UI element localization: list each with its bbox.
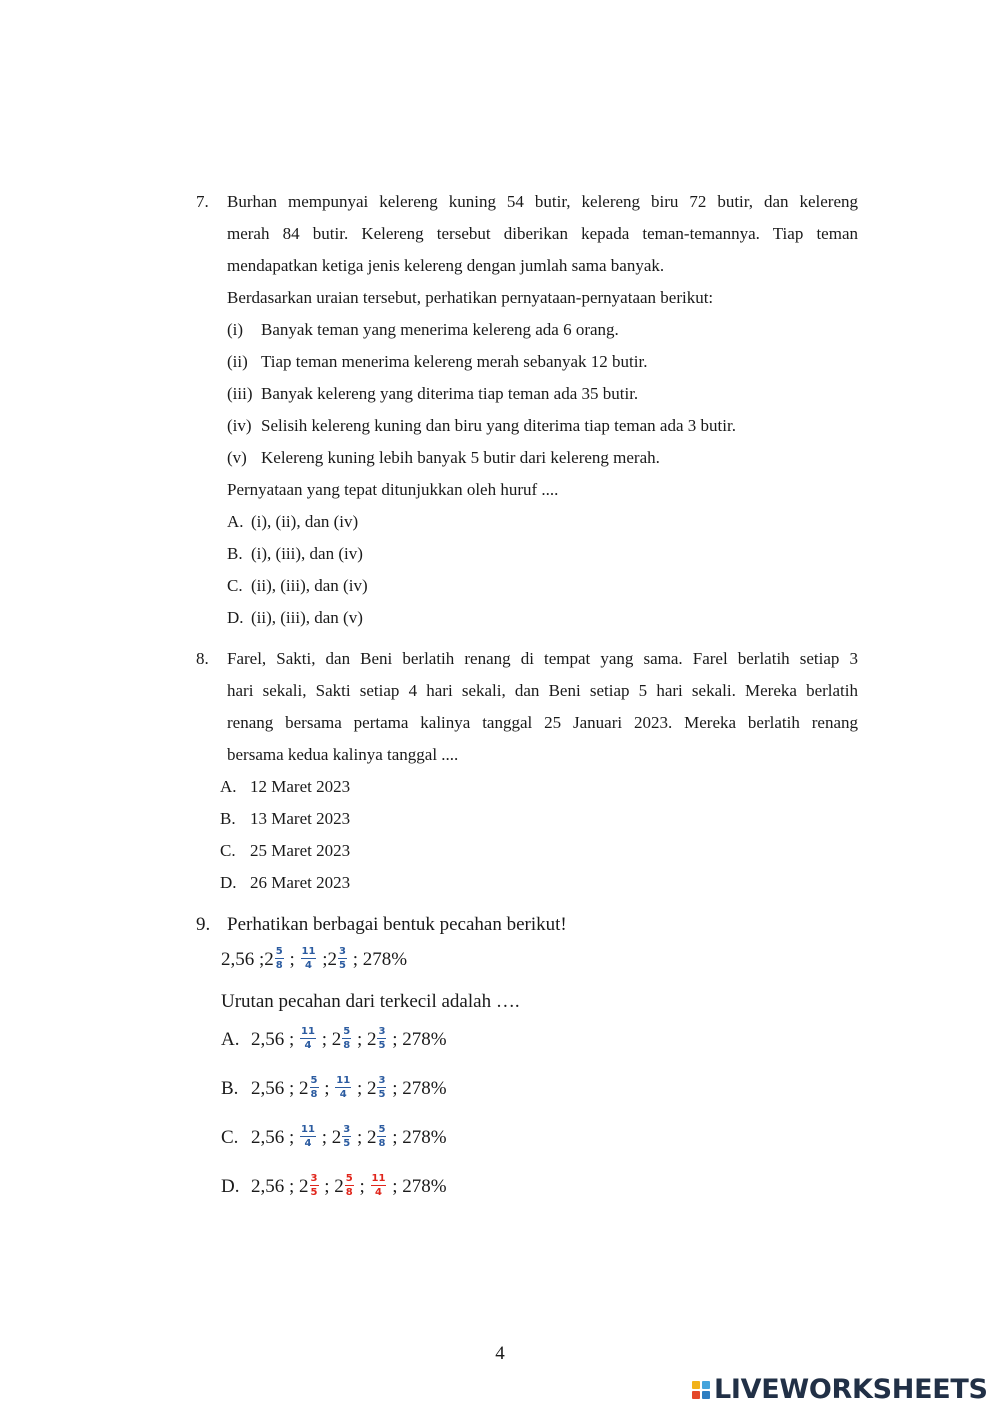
option-label: C. [220, 841, 236, 860]
fraction-bar [377, 1038, 386, 1039]
fraction-denominator: 4 [304, 1040, 312, 1051]
fraction-numerator: 11 [371, 1173, 386, 1184]
separator: ; [359, 1175, 365, 1197]
option-text: (ii), (iii), dan (v) [251, 608, 363, 627]
fraction-bar [310, 1087, 319, 1088]
option-percent: 278% [402, 1175, 447, 1197]
fraction-denominator: 8 [310, 1089, 318, 1100]
fraction [310, 1075, 319, 1100]
fraction-numerator: 3 [338, 946, 346, 957]
separator: ; [392, 1077, 398, 1099]
fraction-numerator: 5 [275, 946, 283, 957]
option-label: B. [227, 544, 243, 563]
option-percent: 278% [402, 1126, 447, 1148]
separator: ; [356, 1028, 363, 1050]
separator: ; [324, 1077, 330, 1099]
fraction [335, 1075, 351, 1100]
answer-option[interactable] [221, 1077, 447, 1102]
answer-option[interactable] [220, 771, 858, 803]
fraction-denominator: 8 [275, 960, 283, 971]
fraction-numerator: 3 [378, 1026, 386, 1037]
fraction-denominator: 4 [305, 960, 312, 971]
statement-item [227, 314, 858, 346]
option-text: (ii), (iii), dan (iv) [251, 576, 368, 595]
mixed-whole: 2 [264, 948, 274, 970]
fraction [275, 946, 284, 971]
question-text-line: mendapatkan ketiga jenis kelereng dengan jumlah sama banyak. [227, 256, 665, 275]
brand-name: LIVEWORKSHEETS [714, 1374, 988, 1405]
given-decimal: 2,56 [221, 948, 255, 970]
fraction-bar [342, 1038, 351, 1039]
fraction [342, 1124, 351, 1149]
statement-item [227, 346, 858, 378]
option-decimal: 2,56 [251, 1126, 285, 1148]
fraction [377, 1026, 386, 1051]
question-text-line: Burhan mempunyai kelereng kuning 54 butir, kelereng biru 72 butir, dan kelereng [227, 192, 858, 211]
statement-item [227, 442, 858, 474]
option-label: C. [227, 576, 243, 595]
fraction-bar [275, 958, 284, 959]
option-text: (i), (ii), dan (iv) [251, 512, 359, 531]
separator: ; [392, 1126, 398, 1148]
mixed-whole: 2 [327, 948, 337, 970]
statement-text: Banyak kelereng yang diterima tiap teman ada 35 butir. [261, 384, 639, 403]
given-fractions [221, 948, 407, 973]
fraction-denominator: 5 [378, 1089, 386, 1100]
separator: ; [392, 1028, 398, 1050]
separator: ; [392, 1175, 398, 1197]
separator: ; [289, 1175, 295, 1197]
fraction-bar [300, 1038, 316, 1039]
separator: ; [322, 948, 328, 970]
option-label: A. [227, 512, 244, 531]
logo-square [692, 1391, 700, 1399]
statement-label: (iii) [227, 384, 253, 403]
option-label: D. [220, 873, 237, 892]
given-percent: 278% [362, 948, 408, 970]
answer-option[interactable] [220, 803, 858, 835]
fraction-numerator: 11 [301, 1026, 315, 1037]
statement-label: (v) [227, 448, 247, 467]
fraction [377, 1075, 386, 1100]
fraction [377, 1124, 386, 1149]
question-text-line: bersama kedua kalinya tanggal .... [227, 745, 459, 764]
option-text: 13 Maret 2023 [250, 809, 351, 828]
separator: ; [321, 1028, 327, 1050]
fraction [371, 1173, 387, 1198]
answer-option[interactable] [221, 1028, 447, 1053]
option-text: 12 Maret 2023 [250, 777, 351, 796]
separator: ; [321, 1126, 327, 1148]
question-number: 7. [196, 192, 209, 211]
statement-intro: Berdasarkan uraian tersebut, perhatikan pernyataan-pernyataan berikut: [227, 288, 714, 307]
option-label: B. [221, 1077, 239, 1099]
separator: ; [356, 1126, 363, 1148]
statement-text: Banyak teman yang menerima kelereng ada 6 orang. [261, 320, 619, 339]
mixed-whole: 2 [366, 1077, 377, 1099]
statement-label: (ii) [227, 352, 248, 371]
question-text-line: hari sekali, Sakti setiap 4 hari sekali, dan Beni setiap 5 hari sekali. Mereka berlatih [227, 681, 858, 700]
fraction [300, 1124, 316, 1149]
fraction-bar [371, 1185, 387, 1186]
fraction-numerator: 5 [310, 1075, 318, 1086]
separator: ; [352, 948, 358, 970]
fraction-bar [345, 1185, 354, 1186]
fraction-bar [300, 1136, 316, 1137]
fraction [338, 946, 347, 971]
statement-label: (i) [227, 320, 244, 339]
question-body [220, 643, 858, 899]
fraction-bar [338, 958, 347, 959]
mixed-whole: 2 [331, 1028, 342, 1050]
question-body [227, 186, 858, 634]
fraction-numerator: 11 [301, 946, 316, 957]
fraction-bar [310, 1185, 319, 1186]
option-label: C. [221, 1126, 239, 1148]
answer-option[interactable] [227, 570, 858, 602]
statement-item [227, 378, 858, 410]
separator: ; [356, 1077, 363, 1099]
question-prompt: Pernyataan yang tepat ditunjukkan oleh huruf .... [227, 480, 559, 499]
fraction-numerator: 3 [310, 1173, 318, 1184]
liveworksheets-logo[interactable] [692, 1374, 988, 1405]
option-text: 25 Maret 2023 [250, 841, 351, 860]
fraction-numerator: 3 [378, 1075, 386, 1086]
question-text-line: Farel, Sakti, dan Beni berlatih renang di tempat yang sama. Farel berlatih setiap 3 [227, 649, 858, 668]
fraction-denominator: 5 [338, 960, 346, 971]
answer-option[interactable] [227, 538, 858, 570]
fraction [342, 1026, 351, 1051]
question-number: 9. [196, 914, 211, 935]
page-number: 4 [495, 1343, 505, 1364]
option-decimal: 2,56 [251, 1077, 285, 1099]
fraction-denominator: 5 [310, 1187, 318, 1198]
fraction [300, 1026, 316, 1051]
option-label: D. [221, 1175, 240, 1197]
statement-text: Selisih kelereng kuning dan biru yang diterima tiap teman ada 3 butir. [261, 416, 736, 435]
question-7 [196, 186, 858, 634]
separator: ; [289, 1028, 295, 1050]
mixed-whole: 2 [299, 1077, 309, 1099]
fraction-denominator: 8 [343, 1040, 351, 1051]
fraction-numerator: 3 [343, 1124, 351, 1135]
mixed-whole: 2 [334, 1175, 344, 1197]
fraction-denominator: 4 [375, 1187, 382, 1198]
mixed-whole: 2 [331, 1126, 342, 1148]
mixed-whole: 2 [366, 1126, 377, 1148]
statement-label: (iv) [227, 416, 252, 435]
fraction-denominator: 4 [304, 1138, 312, 1149]
statement-text: Kelereng kuning lebih banyak 5 butir dari kelereng merah. [261, 448, 660, 467]
separator: ; [289, 948, 295, 970]
answer-option[interactable] [220, 867, 858, 899]
separator: ; [324, 1175, 330, 1197]
fraction-numerator: 11 [336, 1075, 351, 1086]
option-decimal: 2,56 [251, 1028, 285, 1050]
question-instruction: Perhatikan berbagai bentuk pecahan berikut! [227, 914, 567, 935]
liveworksheets-icon [692, 1381, 710, 1399]
mixed-whole: 2 [299, 1175, 309, 1197]
fraction-bar [335, 1087, 351, 1088]
question-text-line: renang bersama pertama kalinya tanggal 25 Januari 2023. Mereka berlatih renang [227, 713, 858, 732]
question-prompt: Urutan pecahan dari terkecil adalah …. [221, 991, 520, 1012]
mixed-whole: 2 [366, 1028, 377, 1050]
fraction-denominator: 5 [378, 1040, 386, 1051]
question-8 [196, 643, 858, 899]
answer-option[interactable] [227, 506, 858, 538]
separator: ; [289, 1077, 295, 1099]
answer-option[interactable] [227, 602, 858, 634]
separator: ; [289, 1126, 295, 1148]
answer-option[interactable] [221, 1175, 447, 1200]
logo-square [692, 1381, 700, 1389]
fraction-bar [377, 1087, 386, 1088]
fraction-numerator: 5 [343, 1026, 351, 1037]
fraction [301, 946, 317, 971]
fraction-denominator: 5 [343, 1138, 351, 1149]
logo-square [702, 1391, 710, 1399]
fraction [310, 1173, 319, 1198]
logo-square [702, 1381, 710, 1389]
statement-text: Tiap teman menerima kelereng merah sebanyak 12 butir. [261, 352, 648, 371]
fraction-denominator: 8 [378, 1138, 386, 1149]
option-text: 26 Maret 2023 [250, 873, 351, 892]
option-decimal: 2,56 [251, 1175, 285, 1197]
fraction [345, 1173, 354, 1198]
fraction-denominator: 4 [339, 1089, 347, 1100]
option-label: A. [220, 777, 237, 796]
option-text: (i), (iii), dan (iv) [251, 544, 363, 563]
fraction-numerator: 11 [301, 1124, 315, 1135]
answer-option[interactable] [220, 835, 858, 867]
question-number: 8. [196, 649, 209, 668]
fraction-bar [377, 1136, 386, 1137]
fraction-numerator: 5 [378, 1124, 386, 1135]
fraction-denominator: 8 [345, 1187, 353, 1198]
option-percent: 278% [402, 1077, 447, 1099]
option-label: A. [221, 1028, 240, 1050]
statement-item [227, 410, 858, 442]
fraction-bar [342, 1136, 351, 1137]
answer-option[interactable] [221, 1126, 447, 1151]
fraction-numerator: 5 [345, 1173, 353, 1184]
option-percent: 278% [402, 1028, 447, 1050]
question-text-line: merah 84 butir. Kelereng tersebut diberikan kepada teman-temannya. Tiap teman [227, 224, 858, 243]
fraction-bar [301, 958, 317, 959]
option-label: B. [220, 809, 236, 828]
separator: ; [259, 948, 265, 970]
option-label: D. [227, 608, 244, 627]
question-9 [196, 908, 858, 1218]
